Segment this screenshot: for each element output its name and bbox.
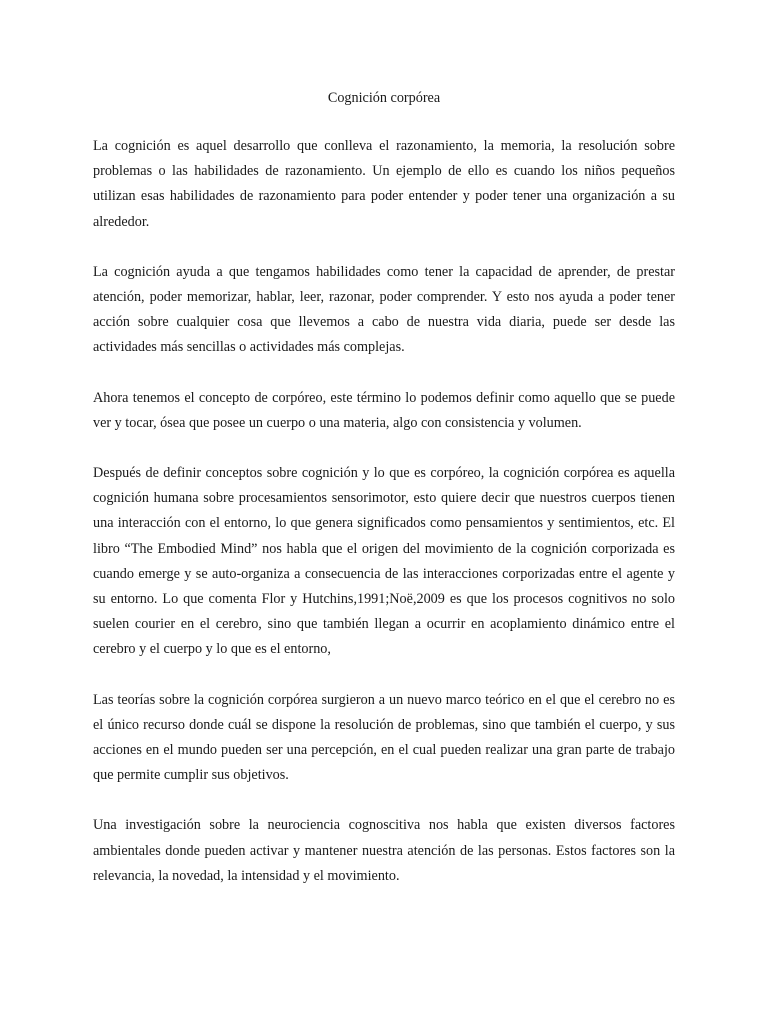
- paragraph: Ahora tenemos el concepto de corpóreo, este término lo podemos definir como aquello que se puede ver y tocar, ósea que posee un cuerpo o una materia, algo con consistencia y volumen.: [93, 389, 675, 431]
- document-title: Cognición corpórea: [327, 90, 441, 106]
- paragraph: Una investigación sobre la neurociencia cognoscitiva nos habla que existen diversos factores ambientales donde pueden activar y mantener nuestra atención de las personas. Estos factores son la relevancia, la novedad, la intensidad y el movimiento.: [93, 817, 675, 884]
- paragraph: Después de definir conceptos sobre cognición y lo que es corpóreo, la cognición corpórea es aquella cognición humana sobre procesamientos sensorimotor, esto quiere decir que nuestros cuerpos tienen una interacción con el entorno, lo que genera significados como pensamientos y sentimientos, etc. El libro “The Embodied Mind” nos habla que el origen del movimiento de la cognición corporizada es cuando emerge y se auto-organiza a consecuencia de las interacciones corporizadas entre el agente y su entorno. Lo que comenta Flor y Hutchins,1991;Noë,2009 es que los procesos cognitivos no solo suelen courier en el cerebro, sino que también llegan a ocurrir en acoplamiento dinámico entre el cerebro y el cuerpo y lo que es el entorno,: [93, 465, 675, 658]
- paragraph: La cognición es aquel desarrollo que conlleva el razonamiento, la memoria, la resolución sobre problemas o las habilidades de razonamiento. Un ejemplo de ello es cuando los niños pequeños utilizan esas habilidades de razonamiento para poder entender y poder tener una organización a su alrededor.: [93, 138, 675, 230]
- paragraph: Las teorías sobre la cognición corpórea surgieron a un nuevo marco teórico en el que el cerebro no es el único recurso donde cuál se dispone la resolución de problemas, sino que también el cuerpo, y sus acciones en el mundo pueden ser una percepción, en el cual pueden realizar una gran parte de trabajo que permite cumplir sus objetivos.: [93, 691, 675, 784]
- paragraph: La cognición ayuda a que tengamos habilidades como tener la capacidad de aprender, de prestar atención, poder memorizar, hablar, leer, razonar, poder comprender. Y esto nos ayuda a poder tener acción sobre cualquier cosa que llevemos a cabo de nuestra vida diaria, puede ser desde las actividades más sencillas o actividades más complejas.: [93, 263, 675, 356]
